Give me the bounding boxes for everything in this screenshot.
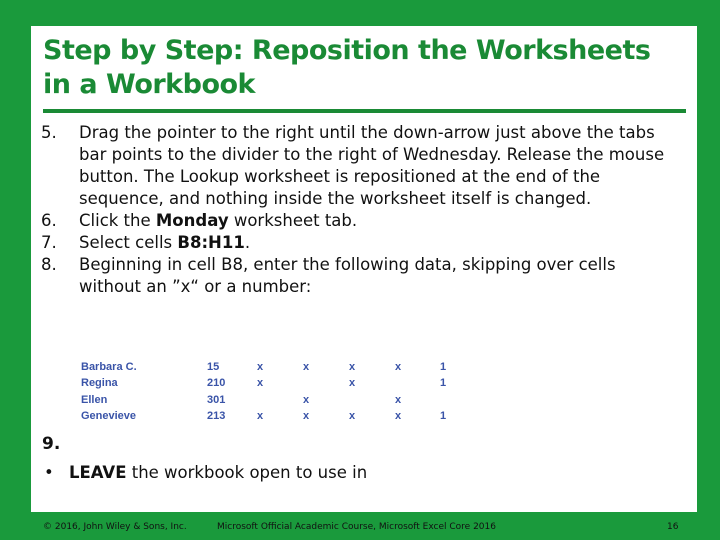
step-item xyxy=(41,232,681,254)
table-cell: x xyxy=(349,377,356,390)
step-number: 6. xyxy=(41,211,57,230)
step-text: Click the xyxy=(79,211,156,230)
table-cell: x xyxy=(395,361,402,373)
footer-page-number: 16 xyxy=(667,522,679,532)
table-cell: 210 xyxy=(207,377,226,390)
step-text: . xyxy=(244,233,251,252)
footer-copyright: © 2016, John Wiley & Sons, Inc. xyxy=(43,522,187,532)
table-cell: x xyxy=(257,361,264,373)
table-cell: 1 xyxy=(440,377,447,390)
table-cell: 213 xyxy=(207,409,226,422)
table-cell: x xyxy=(349,361,356,373)
step-text: worksheet tab. xyxy=(228,211,358,230)
table-cell: x xyxy=(257,409,264,422)
title-divider xyxy=(43,109,686,113)
bullet-item xyxy=(44,463,367,482)
step-number: 5. xyxy=(41,123,57,142)
step-number: 7. xyxy=(41,233,57,252)
table-cell: x xyxy=(303,361,310,373)
table-cell: x xyxy=(303,393,310,406)
table-cell: x xyxy=(349,409,356,422)
table-cell: Regina xyxy=(81,377,118,390)
step-9-number: 9. xyxy=(42,434,61,454)
footer-course: Microsoft Official Academic Course, Microsoft Excel Core 2016 xyxy=(217,522,496,532)
step-number: 8. xyxy=(41,255,57,274)
step-text: Drag the pointer to the right until the down-arrow just above the tabs bar points to the divider to the right of Wednesday. Release the mouse button. The Lookup worksheet is repositioned at the end of the sequence, and nothing inside the worksheet itself is changed. xyxy=(79,123,665,208)
table-cell: Ellen xyxy=(81,393,108,406)
step-text: Monday xyxy=(155,211,229,230)
bullet-bold: LEAVE xyxy=(69,463,127,482)
step-text: B8:H11 xyxy=(177,233,245,252)
table-cell: 1 xyxy=(440,361,447,373)
step-item xyxy=(41,254,681,298)
table-cell: 301 xyxy=(207,393,226,406)
step-text: Beginning in cell B8, enter the following data, skipping over cells without an ”x“ or a number: xyxy=(79,255,616,296)
table-cell: Barbara C. xyxy=(81,361,137,373)
table-cell: x xyxy=(395,409,402,422)
table-cell: x xyxy=(257,377,264,390)
table-cell: x xyxy=(303,409,310,422)
steps-list xyxy=(41,122,681,298)
step-text: Select cells xyxy=(79,233,178,252)
bullet-dot-icon: • xyxy=(44,463,54,482)
slide xyxy=(31,26,697,532)
table-cell: 1 xyxy=(440,409,447,422)
slide-title: Step by Step: Reposition the Worksheets in a Workbook xyxy=(43,35,651,100)
table-cell: x xyxy=(395,393,402,406)
table-cell: 15 xyxy=(207,361,220,373)
step-item xyxy=(41,122,681,210)
bullet-text: the workbook open to use in xyxy=(126,463,368,482)
table-cell: Genevieve xyxy=(81,409,137,422)
step-item xyxy=(41,210,681,232)
